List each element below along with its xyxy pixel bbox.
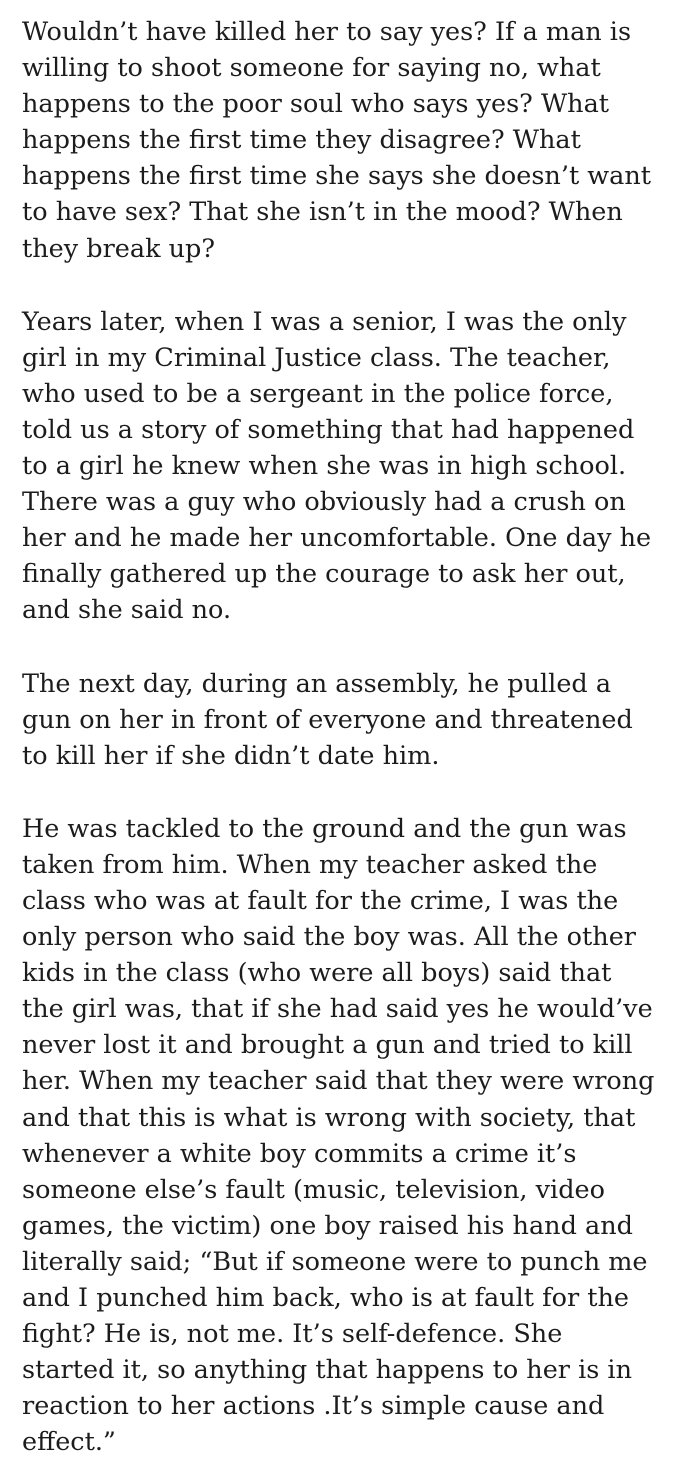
text-line: who used to be a sergeant in the police force, (22, 378, 614, 409)
text-line: finally gathered up the courage to ask her out, (22, 559, 626, 590)
text-line: gun on her in front of everyone and threatened (22, 704, 633, 735)
text-line: The next day, during an assembly, he pulled a (22, 668, 612, 699)
text-line: Years later, when I was a senior, I was the only (22, 306, 627, 337)
text-line: never lost it and brought a gun and tried to kill (22, 1030, 633, 1061)
text-line: happens the first time she says she doesn’t want (22, 161, 651, 192)
article-body (22, 14, 688, 1460)
text-line: to have sex? That she isn’t in the mood? When (22, 197, 623, 228)
text-line: happens the first time they disagree? What (22, 125, 581, 156)
text-line: effect.” (22, 1427, 116, 1458)
text-line: There was a guy who obviously had a crush on (22, 487, 626, 518)
paragraph-4 (22, 811, 688, 1461)
text-line: to a girl he knew when she was in high school. (22, 451, 627, 482)
text-line: started it, so anything that happens to her is in (22, 1355, 633, 1386)
text-line: reaction to her actions .It’s simple cause and (22, 1391, 605, 1422)
paragraph-3 (22, 666, 688, 774)
text-line: Wouldn’t have killed her to say yes? If a man is (22, 17, 632, 47)
text-line: only person who said the boy was. All the other (22, 922, 636, 953)
text-line: the girl was, that if she had said yes he would’ve (22, 994, 653, 1025)
text-line: whenever a white boy commits a crime it’s (22, 1138, 577, 1169)
paragraph-2 (22, 304, 688, 629)
text-line: literally said; “But if someone were to punch me (22, 1246, 648, 1277)
text-line: class who was at fault for the crime, I was the (22, 885, 619, 916)
text-line: someone else’s fault (music, television, video (22, 1174, 605, 1205)
text-line: her and he made her uncomfortable. One day he (22, 523, 652, 554)
text-line: told us a story of something that had happened (22, 414, 635, 445)
text-line: fight? He is, not me. It’s self-defence. She (22, 1319, 563, 1350)
text-line: they break up? (22, 233, 216, 264)
text-line: her. When my teacher said that they were wrong (22, 1066, 655, 1097)
paragraph-1 (22, 14, 688, 267)
text-line: games, the victim) one boy raised his hand and (22, 1210, 633, 1241)
text-line: to kill her if she didn’t date him. (22, 740, 440, 771)
text-line: willing to shoot someone for saying no, what (22, 53, 601, 84)
text-line: He was tackled to the ground and the gun was (22, 813, 627, 844)
text-line: and she said no. (22, 595, 232, 626)
text-line: girl in my Criminal Justice class. The teacher, (22, 342, 611, 373)
text-line: kids in the class (who were all boys) said that (22, 958, 612, 989)
text-line: and that this is what is wrong with society, that (22, 1102, 636, 1133)
text-line: happens to the poor soul who says yes? What (22, 89, 610, 120)
text-line: taken from him. When my teacher asked the (22, 849, 598, 880)
text-line: and I punched him back, who is at fault for the (22, 1283, 629, 1313)
